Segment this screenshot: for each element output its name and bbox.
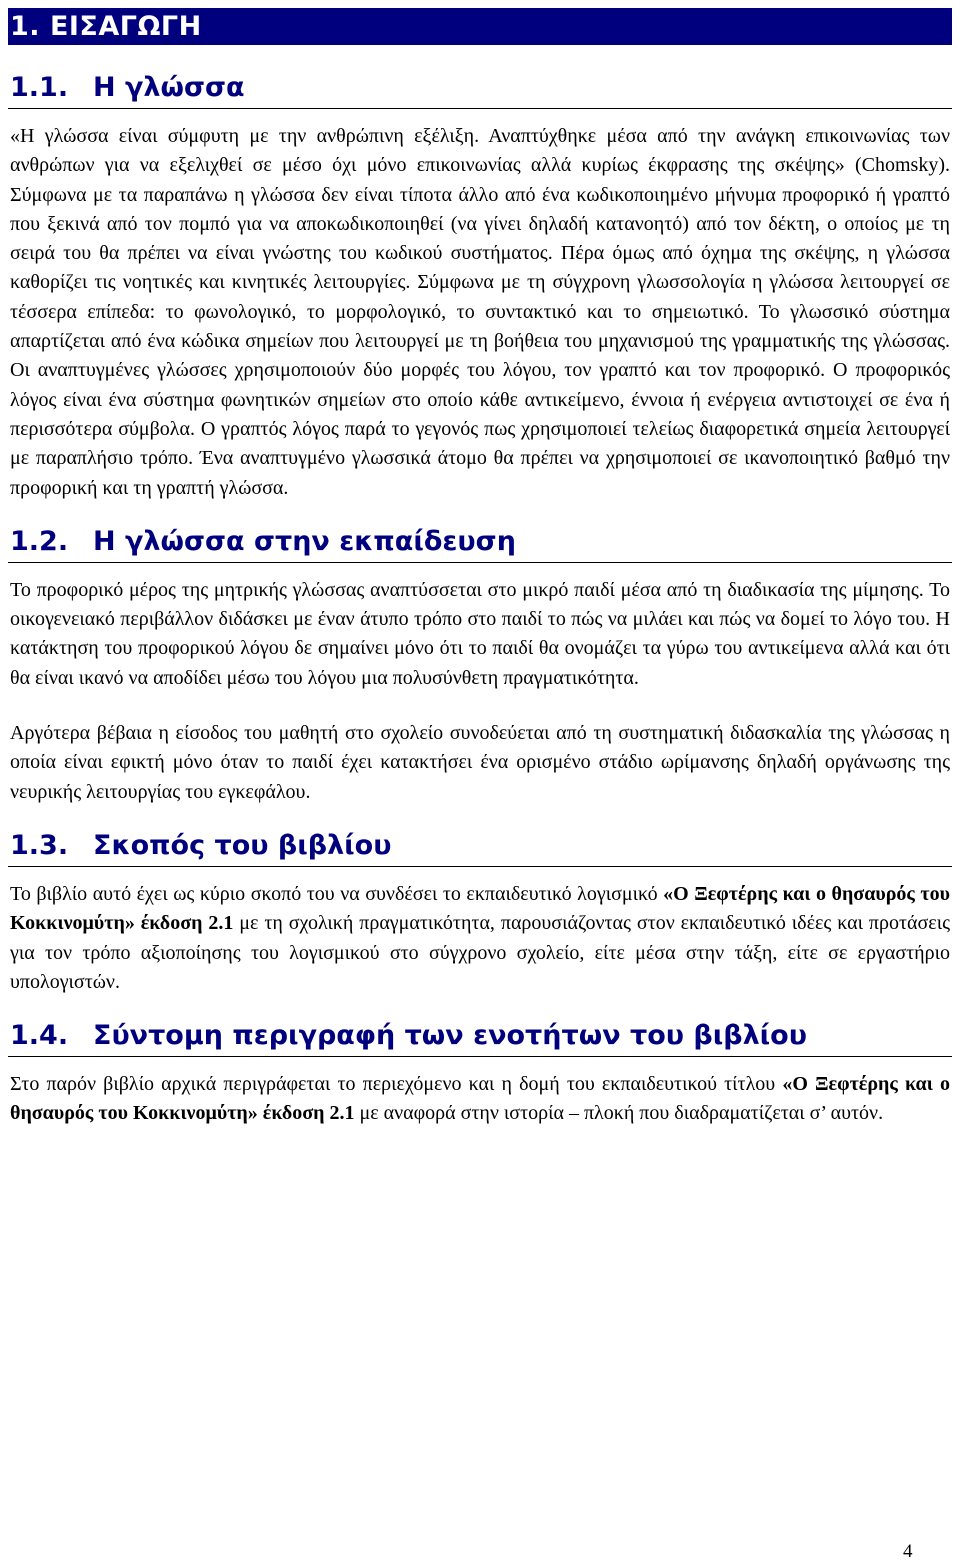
section-heading-1-4 bbox=[8, 1019, 952, 1057]
paragraph-education-1: Το προφορικό μέρος της μητρικής γλώσσας αναπτύσσεται στο μικρό παιδί μέσα από τη διαδικασία της μίμησης. Το οικογενειακό περιβάλλον διδάσκει με έναν άτυπο τρόπο στο παιδί το πώς να μιλάει και πώς να δομεί το λόγο του. Η κατάκτηση του προφορικού λόγου δε σημαίνει μόνο ότι το παιδί θα ονομάζει τα γύρω του αντικείμενα αλλά και ότι θα είναι ικανό να αποδίδει μέσω του λόγου μια πολυσύνθετη πραγματικότητα. bbox=[10, 578, 950, 689]
paragraph-education-2: Αργότερα βέβαια η είσοδος του μαθητή στο σχολείο συνοδεύεται από τη συστηματική διδασκαλία της γλώσσας η οποία είναι εφικτή μόνο όταν το παιδί έχει κατακτήσει ένα ορισμένο στάδιο ωρίμανσης δηλαδή οργάνωσης της νευρικής λειτουργίας του εγκεφάλου. bbox=[10, 722, 950, 803]
section-title: Η γλώσσα στην εκπαίδευση bbox=[93, 525, 516, 557]
section-title: Σύντομη περιγραφή των ενοτήτων του βιβλίου bbox=[93, 1020, 807, 1052]
section-number: 1.4. bbox=[10, 1020, 69, 1052]
document-page bbox=[8, 8, 952, 1129]
section-heading-1-2 bbox=[8, 525, 952, 563]
page-number: 4 bbox=[903, 1541, 913, 1562]
paragraph-language: «Η γλώσσα είναι σύμφυτη με την ανθρώπινη εξέλιξη. Αναπτύχθηκε μέσα από την ανάγκη επικοινωνίας των ανθρώπων για να εξελιχθεί σε μέσο όχι μόνο επικοινωνίας αλλά κυρίως έκφρασης της σκέψης» (Chomsky). Σύμφωνα με τα παραπάνω η γλώσσα δεν είναι τίποτα άλλο από ένα κωδικοποιημένο μήνυμα προφορικό ή γραπτό που ξεκινά από τον πομπό για να αποκωδικοποιηθεί (να γίνει δηλαδή κατανοητό) από τον δέκτη, ο οποίος με τη σειρά του θα πρέπει να είναι γνώστης του κωδικού συστήματος. Πέρα όμως από όχημα της σκέψης, η γλώσσα καθορίζει τις νοητικές και κινητικές λειτουργίες. Σύμφωνα με τη σύγχρονη γλωσσολογία η γλώσσα λειτουργεί σε τέσσερα επίπεδα: το φωνολογικό, το μορφολογικό, το συντακτικό και το σημειωτικό. Το γλωσσικό σύστημα απαρτίζεται από ένα κώδικα σημείων που λειτουργεί με τη βοήθεια του μηχανισμού της γραμματικής της γλώσσας. Οι αναπτυγμένες γλώσσες χρησιμοποιούν δύο μορφές του λόγου, τον γραπτό και τον προφορικό. Ο προφορικός λόγος είναι ένα σύστημα φωνητικών σημείων στο οποίο κάθε αντικείμενο, έννοια ή ενέργεια αντιστοιχεί σε ένα ή περισσότερα σύμβολα. Ο γραπτός λόγος παρά το γεγονός πως χρησιμοποιεί τελείως διαφορετικά σημεία λειτουργεί με παραπλήσιο τρόπο. Ένα αναπτυγμένο γλωσσικά άτομο θα πρέπει να χρησιμοποιεί σε ικανοποιητικό βαθμό την προφορική και τη γραπτή γλώσσα. bbox=[10, 125, 950, 499]
software-title: «Ο Ξεφτέρης και ο θησαυρός του Κοκκινομύτη» έκδοση 2.1 bbox=[10, 1073, 950, 1125]
chapter-heading: 1. ΕΙΣΑΓΩΓΗ bbox=[8, 8, 952, 45]
paragraph-text: με αναφορά στην ιστορία – πλοκή που διαδραματίζεται σ’ αυτόν. bbox=[354, 1102, 884, 1125]
section-title: Σκοπός του βιβλίου bbox=[93, 829, 392, 861]
section-number: 1.1. bbox=[10, 72, 69, 103]
section-number: 1.2. bbox=[10, 525, 69, 557]
paragraph-text: Στο παρόν βιβλίο αρχικά περιγράφεται το περιεχόμενο και η δομή του εκπαιδευτικού τίτλου bbox=[10, 1073, 783, 1096]
paragraph-text: Το βιβλίο αυτό έχει ως κύριο σκοπό του να συνδέσει το εκπαιδευτικό λογισμικό bbox=[10, 882, 664, 905]
section-heading-1-3 bbox=[8, 829, 952, 867]
section-title: Η γλώσσα bbox=[93, 72, 245, 103]
section-heading-1-1 bbox=[8, 71, 952, 109]
section-number: 1.3. bbox=[10, 829, 69, 861]
paragraph-text: με τη σχολική πραγματικότητα, παρουσιάζοντας στον εκπαιδευτικό ιδέες και προτάσεις για τον τρόπο αξιοποίησης του λογισμικού στο σύγχρονο σχολείο, είτε μέσα στην τάξη, είτε σε εργαστήριο υπολογιστών. bbox=[10, 912, 950, 993]
paragraph-purpose bbox=[8, 880, 952, 997]
paragraph-summary bbox=[8, 1070, 952, 1129]
software-title: «Ο Ξεφτέρης και ο θησαυρός του Κοκκινομύτη» έκδοση 2.1 bbox=[10, 882, 950, 935]
